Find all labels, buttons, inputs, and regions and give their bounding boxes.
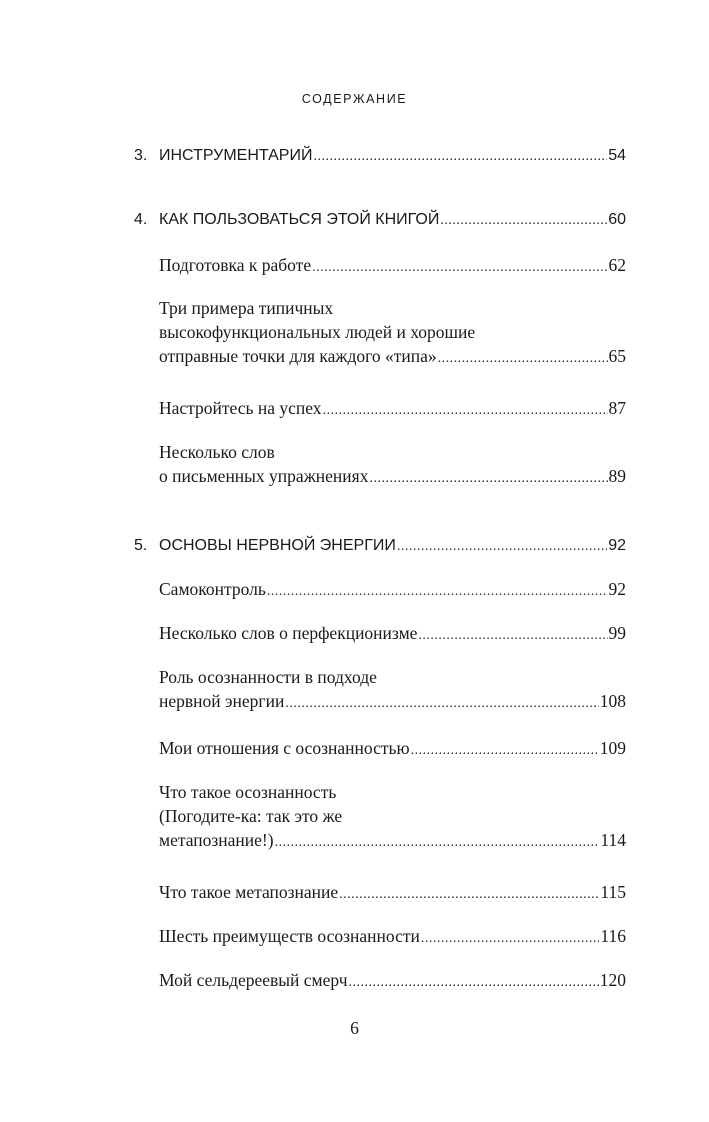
entry-title-line: (Погодите-ка: так это же (159, 806, 343, 826)
entry-title: Что такое метапознание (159, 882, 339, 902)
toc-entry-line (159, 736, 626, 760)
toc-entry-line (159, 208, 626, 232)
toc-entry-section (134, 780, 626, 852)
toc-entry-section (134, 736, 626, 760)
toc-entry-line (159, 534, 626, 558)
page-number: 89 (608, 466, 626, 486)
entry-title: о письменных упражнениях (159, 466, 369, 486)
toc-entry-section (134, 621, 626, 645)
entry-title: Самоконтроль (159, 579, 266, 599)
toc-entry-chapter-4 (134, 208, 626, 232)
entry-title: ИНСТРУМЕНТАРИЙ (159, 147, 313, 164)
toc-entry-line (159, 828, 626, 852)
toc-entry-line (159, 924, 626, 948)
entry-title-line: Несколько слов (159, 442, 275, 462)
toc-entry-line (159, 577, 626, 601)
page-number: 92 (608, 579, 626, 599)
dot-leader (339, 883, 599, 907)
toc-entry-line (159, 880, 626, 904)
toc-entry-line (159, 253, 626, 277)
dot-leader (411, 739, 599, 763)
toc-entry-section (134, 665, 626, 713)
entry-title: Шесть преимуществ осознанности (159, 926, 420, 946)
dot-leader (313, 145, 607, 169)
entry-title-line: Что такое осознанность (159, 782, 337, 802)
dot-leader (440, 209, 607, 233)
page-number: 99 (608, 623, 626, 643)
entry-title: Мой сельдереевый смерч (159, 970, 348, 990)
toc-entry-chapter-5 (134, 534, 626, 558)
dot-leader (438, 347, 608, 371)
toc-entry-section (134, 440, 626, 488)
entry-title-line: высокофункциональных людей и хорошие (159, 322, 476, 342)
toc-entry-section (134, 924, 626, 948)
toc-entry-section (134, 577, 626, 601)
toc-entry-section (134, 880, 626, 904)
toc-entry-line (159, 968, 626, 992)
chapter-number: 4. (134, 211, 148, 228)
dot-leader (421, 927, 600, 951)
toc-entry-line (159, 144, 626, 168)
page-number: 114 (600, 830, 626, 850)
page-folio: 6 (350, 1018, 359, 1038)
chapter-number: 3. (134, 147, 148, 164)
page-number: 116 (600, 926, 626, 946)
dot-leader (397, 535, 607, 559)
page-number: 54 (608, 147, 626, 164)
toc-entry-line (159, 689, 626, 713)
dot-leader (323, 399, 608, 423)
dot-leader (312, 256, 607, 280)
dot-leader (275, 831, 600, 855)
toc-entry-line (159, 396, 626, 420)
toc-entry-section (134, 253, 626, 277)
entry-title: ОСНОВЫ НЕРВНОЙ ЭНЕРГИИ (159, 537, 396, 554)
entry-title: метапознание!) (159, 830, 274, 850)
toc-entry-line (159, 344, 626, 368)
entry-title: Несколько слов о перфекционизме (159, 623, 418, 643)
page-number: 87 (608, 398, 626, 418)
entry-title: нервной энергии (159, 691, 285, 711)
dot-leader (349, 971, 599, 995)
toc-entry-chapter-3 (134, 144, 626, 168)
toc-entry-line (159, 621, 626, 645)
page-header: СОДЕРЖАНИЕ (301, 92, 408, 106)
page-number: 62 (608, 255, 626, 275)
page-number: 92 (608, 537, 626, 554)
dot-leader (418, 624, 607, 648)
page-number: 115 (600, 882, 626, 902)
toc-entry-line (159, 464, 626, 488)
toc-entry-section (134, 396, 626, 420)
dot-leader (369, 467, 607, 491)
toc-entry-section (134, 968, 626, 992)
toc-entry-section (134, 296, 626, 368)
dot-leader (267, 580, 608, 604)
entry-title: отправные точки для каждого «типа» (159, 346, 437, 366)
entry-title: Подготовка к работе (159, 255, 312, 275)
page-number: 120 (599, 970, 626, 990)
dot-leader (285, 692, 598, 716)
page-number: 65 (608, 346, 626, 366)
entry-title-line: Роль осознанности в подходе (159, 667, 377, 687)
chapter-number: 5. (134, 537, 148, 554)
entry-title: Мои отношения с осознанностью (159, 738, 410, 758)
entry-title: КАК ПОЛЬЗОВАТЬСЯ ЭТОЙ КНИГОЙ (159, 211, 440, 228)
entry-title-line: Три примера типичных (159, 298, 334, 318)
page-number: 108 (599, 691, 626, 711)
entry-title: Настройтесь на успех (159, 398, 322, 418)
page-number: 109 (599, 738, 626, 758)
page-number: 60 (608, 211, 626, 228)
